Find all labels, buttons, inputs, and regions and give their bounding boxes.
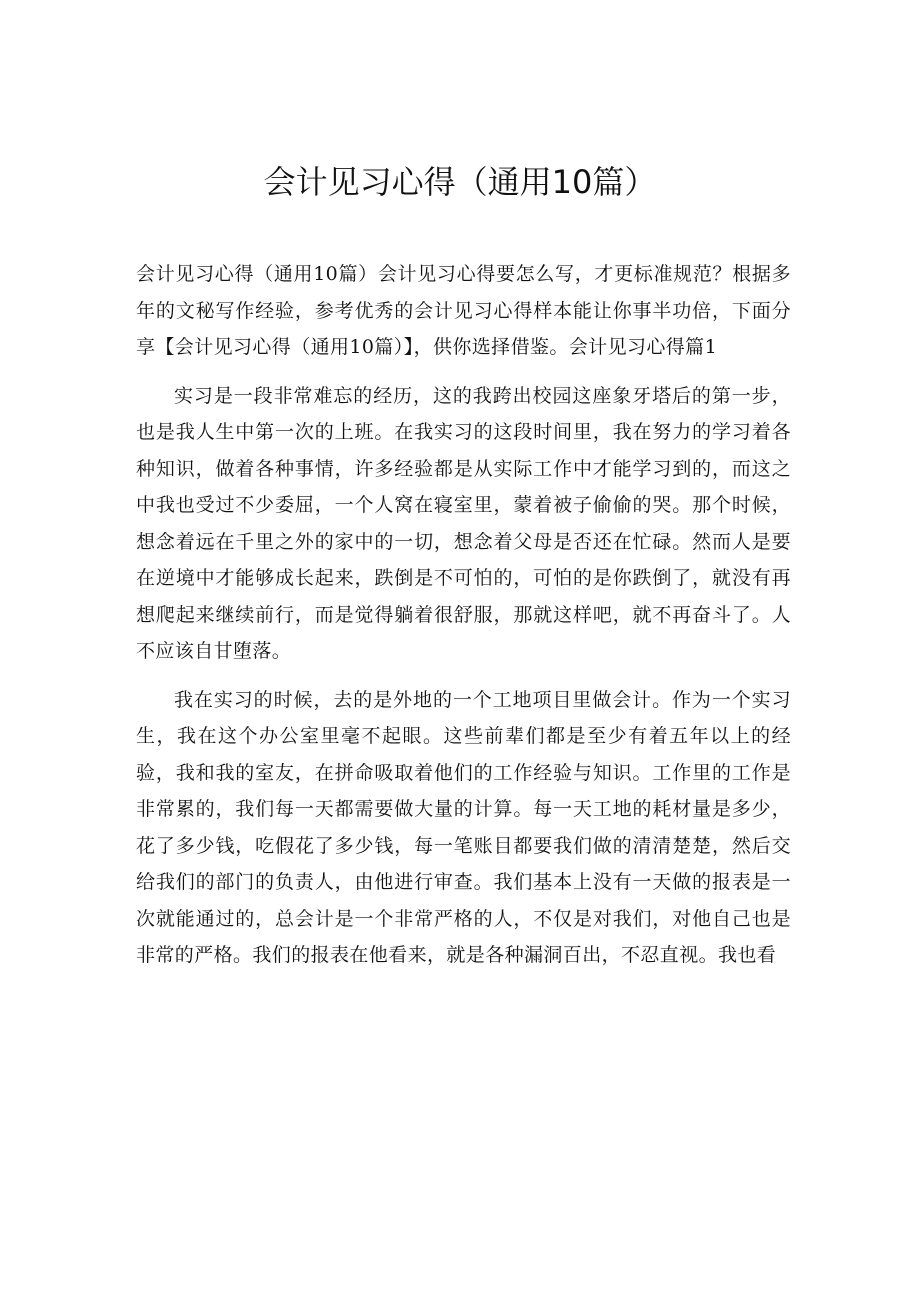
body-paragraph: 实习是一段非常难忘的经历，这的我跨出校园这座象牙塔后的第一步，也是我人生中第一次的上班。在我实习的这段时间里，我在努力的学习着各种知识，做着各种事情，许多经验都是从实际工作中才能学习到的，而这之中我也受过不少委屈，一个人窝在寝室里，蒙着被子偷偷的哭。那个时候，想念着远在千里之外的家中的一切，想念着父母是否还在忙碌。然而人是要在逆境中才能够成长起来，跌倒是不可怕的，可怕的是你跌倒了，就没有再想爬起来继续前行，而是觉得躺着很舒服，那就这样吧，就不再奋斗了。人不应该自甘堕落。 bbox=[136, 384, 791, 662]
document-body bbox=[136, 256, 791, 986]
body-paragraph: 我在实习的时候，去的是外地的一个工地项目里做会计。作为一个实习生，我在这个办公室里毫不起眼。这些前辈们都是至少有着五年以上的经验，我和我的室友，在拼命吸取着他们的工作经验与知识。工作里的工作是非常累的，我们每一天都需要做大量的计算。每一天工地的耗材量是多少，花了多少钱，吃假花了多少钱，每一笔账目都要我们做的清清楚楚，然后交给我们的部门的负责人，由他进行审查。我们基本上没有一天做的报表是一次就能通过的，总会计是一个非常严格的人，不仅是对我们，对他自己也是非常的严格。我们的报表在他看来，就是各种漏洞百出，不忍直视。我也看 bbox=[136, 688, 791, 966]
intro-paragraph: 会计见习心得（通用10篇）会计见习心得要怎么写，才更标准规范？根据多年的文秘写作经验，参考优秀的会计见习心得样本能让你事半功倍，下面分享【会计见习心得（通用10篇）】，供你选择借鉴。会计见习心得篇1 bbox=[136, 263, 791, 358]
document-title: 会计见习心得（通用10篇） bbox=[263, 163, 657, 201]
